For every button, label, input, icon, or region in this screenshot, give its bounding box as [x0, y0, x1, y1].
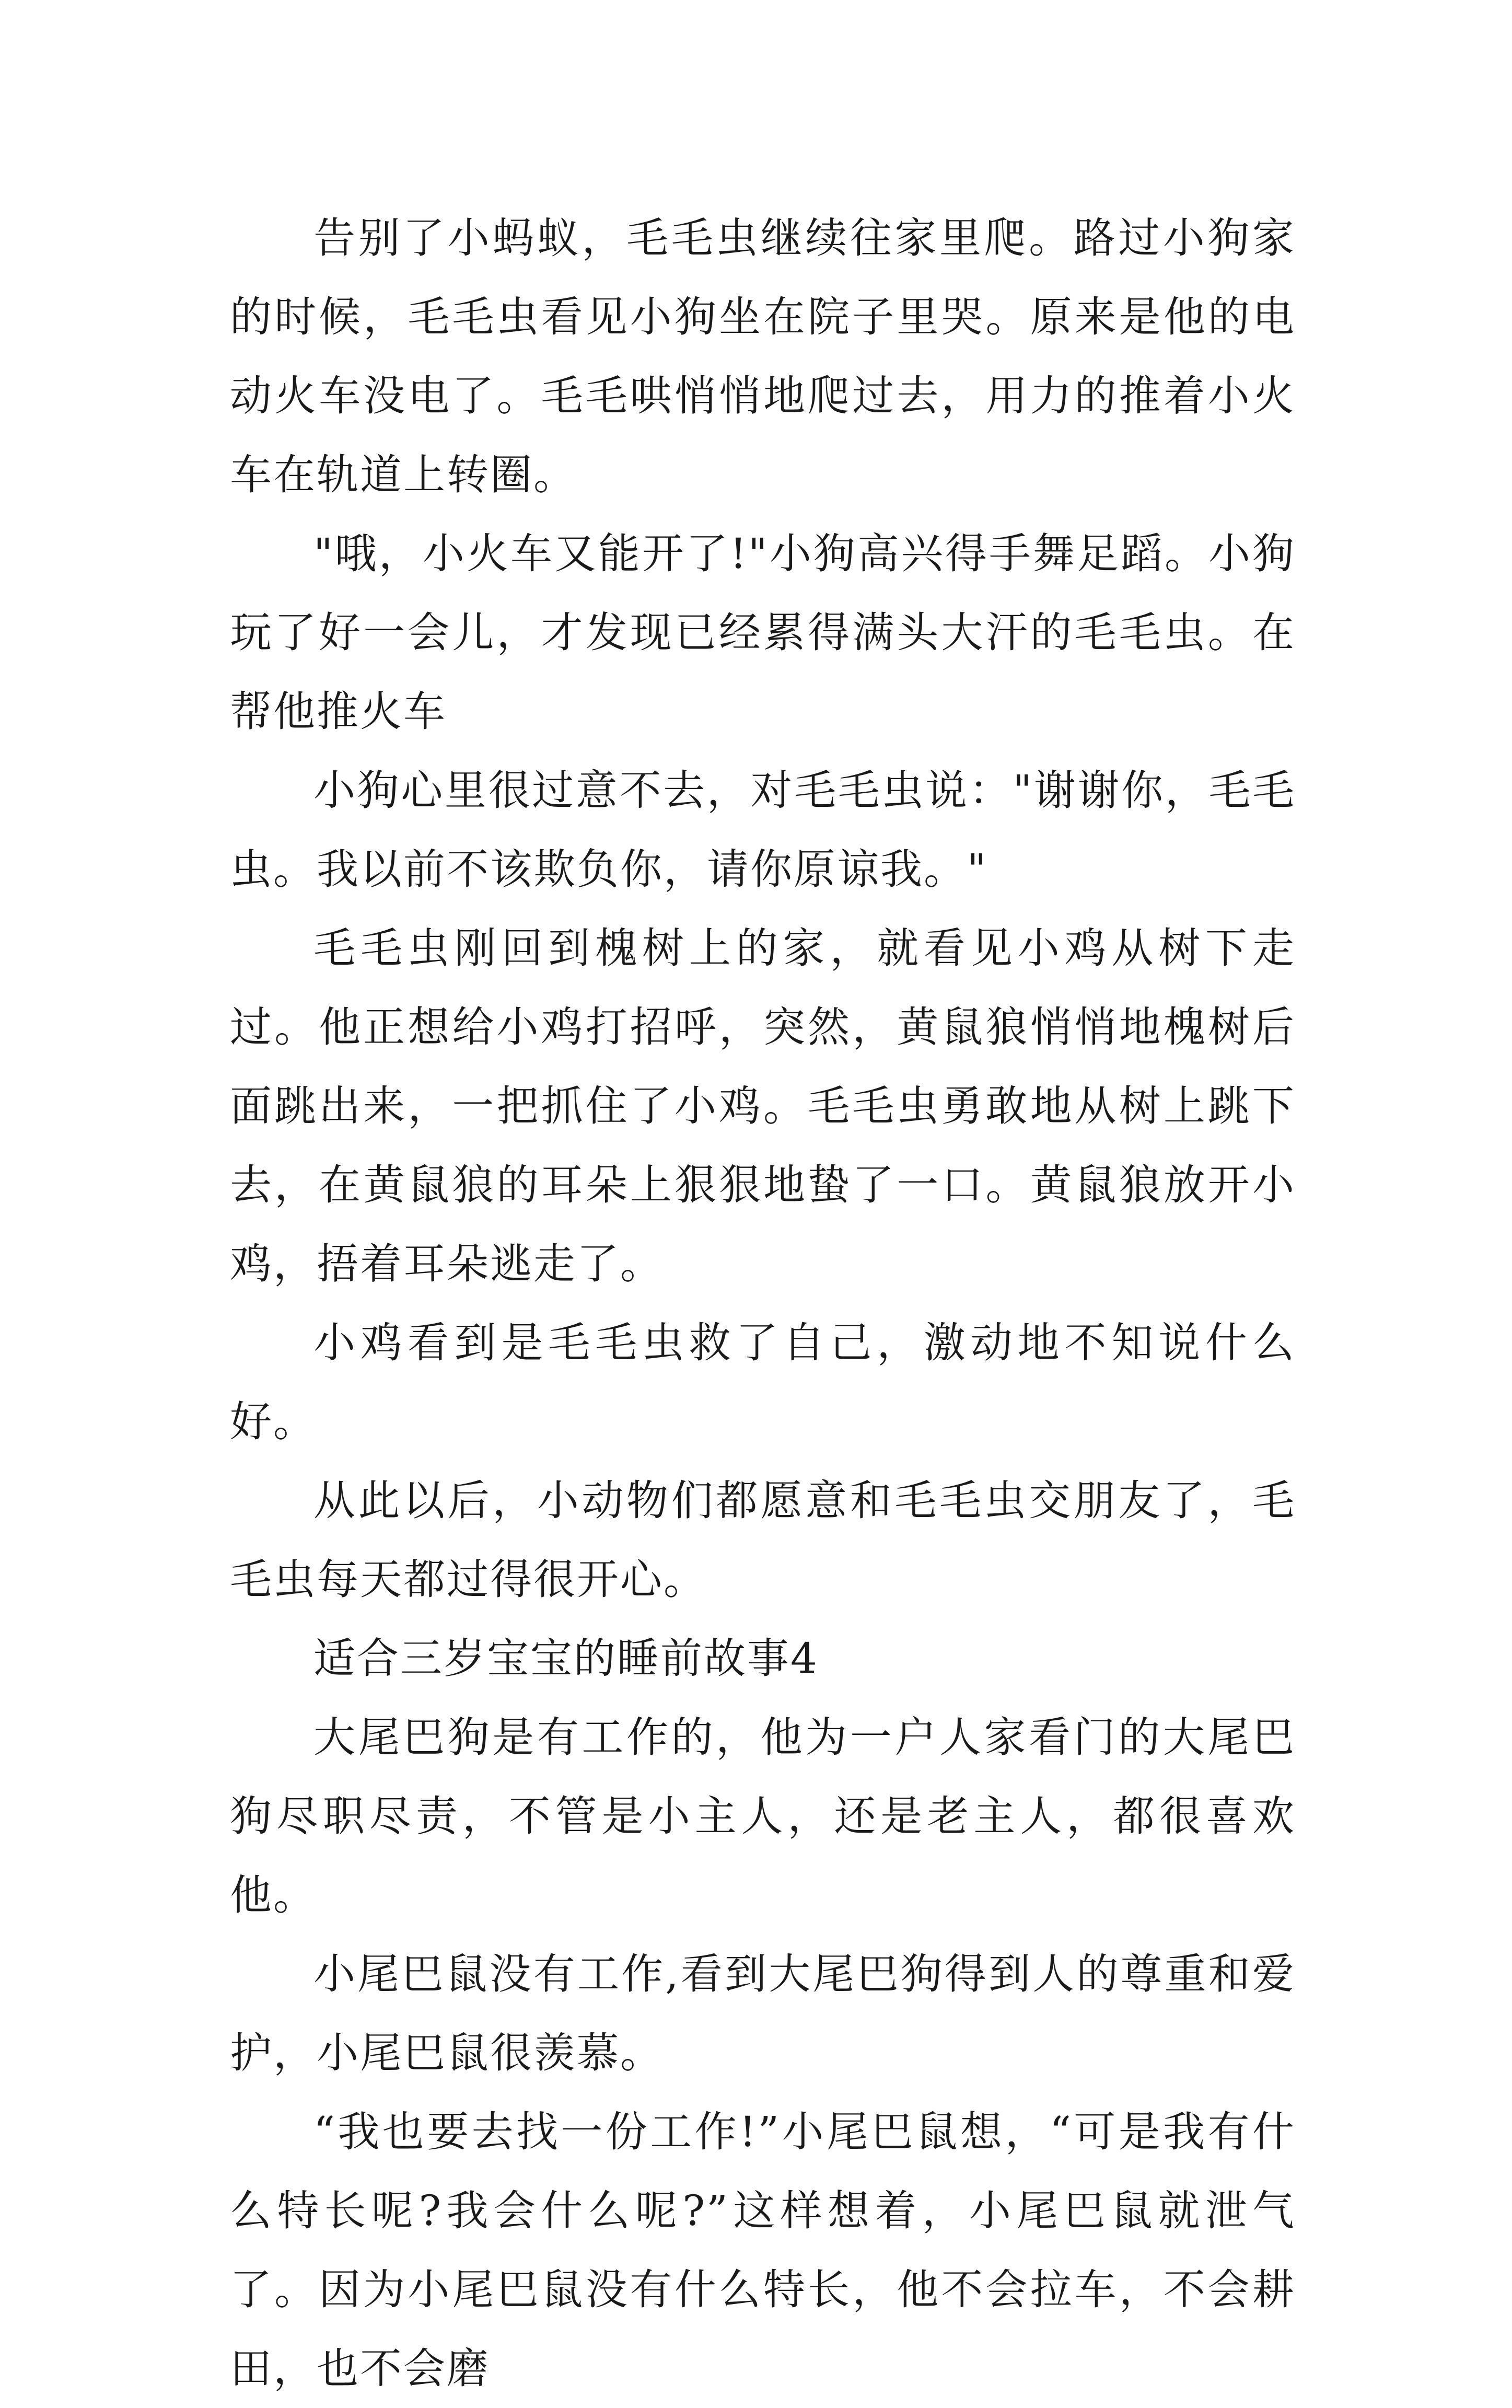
paragraph-small-tail-mouse: 小尾巴鼠没有工作,看到大尾巴狗得到人的尊重和爱护，小尾巴鼠很羡慕。 — [230, 1950, 1296, 2077]
paragraph-friends-ending: 从此以后，小动物们都愿意和毛毛虫交朋友了，毛毛虫每天都过得很开心。 — [230, 1476, 1296, 1604]
paragraph-chick-grateful: 小鸡看到是毛毛虫救了自己，激动地不知说什么好。 — [230, 1318, 1296, 1446]
paragraph-big-tail-dog: 大尾巴狗是有工作的，他为一户人家看门的大尾巴狗尽职尽责，不管是小主人，还是老主人，都很喜欢他。 — [230, 1713, 1296, 1919]
paragraph-mouse-wants-job: “我也要去找一份工作!”小尾巴鼠想，“可是我有什么特长呢?我会什么呢?”这样想着，小尾巴鼠就泄气了。因为小尾巴鼠没有什么特长，他不会拉车，不会耕田，也不会磨 — [230, 2108, 1296, 2393]
paragraph-puppy-happy: "哦，小火车又能开了!"小狗高兴得手舞足蹈。小狗玩了好一会儿，才发现已经累得满头大汗的毛毛虫。在帮他推火车 — [230, 529, 1296, 736]
paragraph-puppy-apologizes: 小狗心里很过意不去，对毛毛虫说："谢谢你，毛毛虫。我以前不该欺负你，请你原谅我。" — [230, 766, 1296, 894]
paragraph-caterpillar-saves-chick: 毛毛虫刚回到槐树上的家，就看见小鸡从树下走过。他正想给小鸡打招呼，突然，黄鼠狼悄悄地槐树后面跳出来，一把抓住了小鸡。毛毛虫勇敢地从树上跳下去，在黄鼠狼的耳朵上狠狠地蛰了一口。黄鼠狼放开小鸡，捂着耳朵逃走了。 — [230, 924, 1296, 1288]
paragraph-caterpillar-helps-puppy: 告别了小蚂蚁，毛毛虫继续往家里爬。路过小狗家的时候，毛毛虫看见小狗坐在院子里哭。原来是他的电动火车没电了。毛毛哄悄悄地爬过去，用力的推着小火车在轨道上转圈。 — [230, 214, 1296, 499]
document-body — [230, 199, 1296, 2408]
story-4-heading: 适合三岁宝宝的睡前故事4 — [313, 1634, 819, 1683]
